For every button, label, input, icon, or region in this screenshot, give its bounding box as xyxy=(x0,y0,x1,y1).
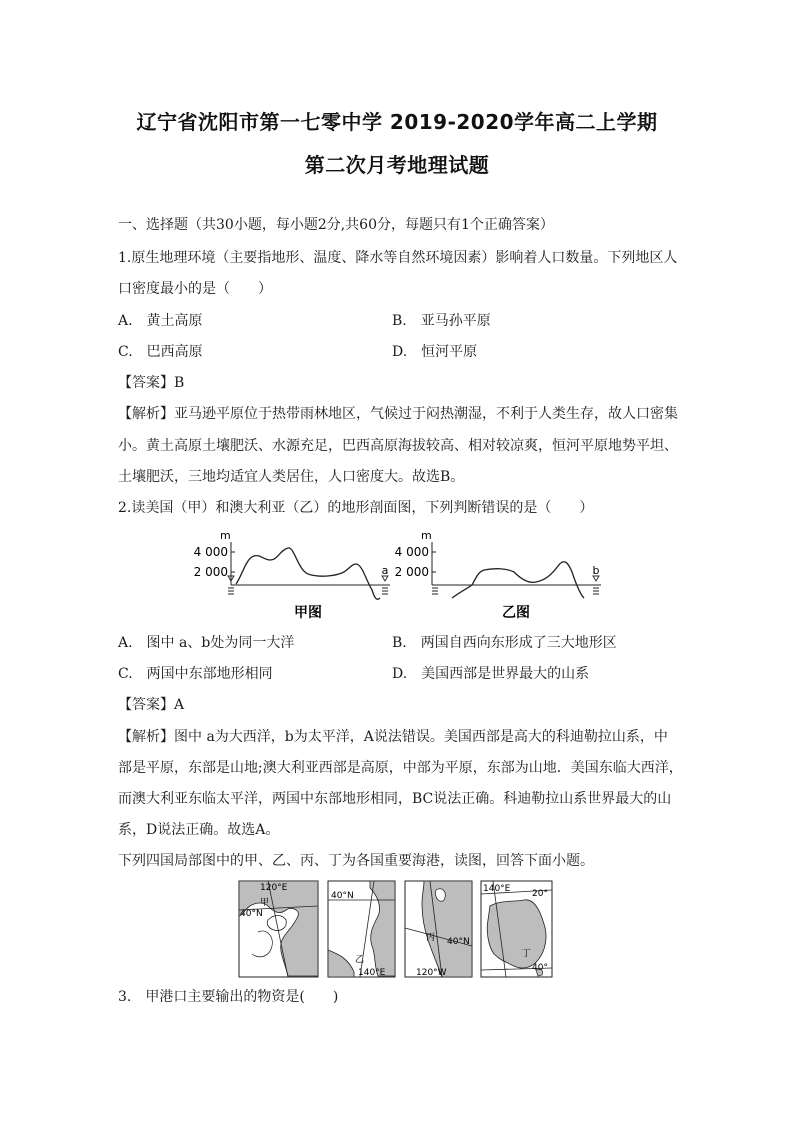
terrain-line-2 xyxy=(452,562,584,598)
sea-symbol-a xyxy=(382,588,388,594)
map1-latitude: 40°N xyxy=(240,909,263,919)
sea-symbol-1 xyxy=(228,588,234,594)
q2-explanation-line4: 系，D说法正确。故选A。 xyxy=(118,822,280,838)
map2-latitude: 40°N xyxy=(331,891,354,901)
map1-longitude: 120°E xyxy=(260,883,288,893)
map-usa-west xyxy=(405,881,472,978)
map2-port: 乙 xyxy=(355,955,365,965)
profile-usa xyxy=(194,529,390,621)
q2-explanation-line1: 【解析】图中 a为大西洋，b为太平洋，A说法错误。美国西部是高大的科迪勒拉山系，中 xyxy=(118,729,668,745)
tick-2000-2: 2 000 xyxy=(394,565,429,579)
q1-stem-line1: 1.原生地理环境（主要指地形、温度、降水等自然环境因素）影响着人口数量。下列地区人 xyxy=(118,250,678,266)
map3-longitude: 120°W xyxy=(416,968,447,978)
page-title: 辽宁省沈阳市第一七零中学 2019-2020学年高二上学期 xyxy=(136,110,658,134)
map1-port: 甲 xyxy=(260,898,270,908)
sea-symbol-2 xyxy=(432,588,438,594)
page-subtitle: 第二次月考地理试题 xyxy=(304,153,490,177)
q2-stem: 2.读美国（甲）和澳大利亚（乙）的地形剖面图，下列判断错误的是（ ） xyxy=(118,500,594,516)
q1-option-b: B. 亚马孙平原 xyxy=(392,313,491,329)
q2-answer: 【答案】A xyxy=(118,697,185,713)
caption-yi: 乙图 xyxy=(502,605,530,621)
q2-option-a: A. 图中 a、b处为同一大洋 xyxy=(118,635,295,651)
q2-explanation-line2: 部是平原，东部是山地;澳大利亚西部是高原，中部为平原，东部为山地．美国东临大西洋， xyxy=(118,760,683,776)
map3-latitude: 40°N xyxy=(447,937,470,947)
tick-2000-1: 2 000 xyxy=(193,565,228,579)
port-maps-figure xyxy=(238,880,554,980)
map-china xyxy=(239,881,318,977)
q2-option-b: B. 两国自西向东形成了三大地形区 xyxy=(392,635,617,651)
map4-port: 丁 xyxy=(522,949,532,959)
q2-option-d: D. 美国西部是世界最大的山系 xyxy=(392,666,590,682)
q3-stem: 3. 甲港口主要输出的物资是( ) xyxy=(118,989,339,1005)
map2-longitude: 140°E xyxy=(358,968,386,978)
q2-explanation-line3: 而澳大利亚东临太平洋，两国中东部地形相同，BC说法正确。科迪勒拉山系世界最大的山 xyxy=(118,791,672,807)
q1-explanation-line2: 小。黄土高原土壤肥沃、水源充足，巴西高原海拔较高、相对较凉爽，恒河平原地势平坦、 xyxy=(118,438,678,454)
q2-option-c: C. 两国中东部地形相同 xyxy=(118,666,273,682)
tick-4000-1: 4 000 xyxy=(193,545,228,559)
sea-symbol-b xyxy=(593,588,599,594)
q1-option-d: D. 恒河平原 xyxy=(392,344,478,360)
q1-explanation-line3: 土壤肥沃，三地均适宜人类居住，人口密度大。故选B。 xyxy=(118,469,465,485)
label-b: b xyxy=(592,564,600,577)
profile-australia xyxy=(395,529,601,621)
q1-option-a: A. 黄土高原 xyxy=(118,313,203,329)
terrain-profile-figure xyxy=(180,528,620,624)
map4-latitude-20: 20° xyxy=(532,889,548,899)
terrain-line-1 xyxy=(236,548,380,599)
map4-longitude: 140°E xyxy=(483,884,511,894)
map-australia xyxy=(481,881,552,977)
q1-option-c: C. 巴西高原 xyxy=(118,344,203,360)
map-japan xyxy=(328,881,395,978)
group-intro: 下列四国局部图中的甲、乙、丙、丁为各国重要海港，读图，回答下面小题。 xyxy=(118,853,594,869)
label-a: a xyxy=(381,564,389,577)
section-heading: 一、选择题（共30小题，每小题2分,共60分，每题只有1个正确答案） xyxy=(118,217,554,233)
q1-stem-line2: 口密度最小的是（ ） xyxy=(118,281,272,297)
map3-port: 丙 xyxy=(426,933,436,943)
q1-explanation-line1: 【解析】亚马逊平原位于热带雨林地区，气候过于闷热潮湿，不利于人类生存，故人口密集 xyxy=(118,406,678,422)
map4-latitude-40: 40° xyxy=(532,963,548,973)
q1-answer: 【答案】B xyxy=(118,375,185,391)
caption-jia: 甲图 xyxy=(294,605,322,621)
tick-4000-2: 4 000 xyxy=(394,545,429,559)
unit-label-2: m xyxy=(421,529,432,542)
unit-label-1: m xyxy=(220,529,231,542)
